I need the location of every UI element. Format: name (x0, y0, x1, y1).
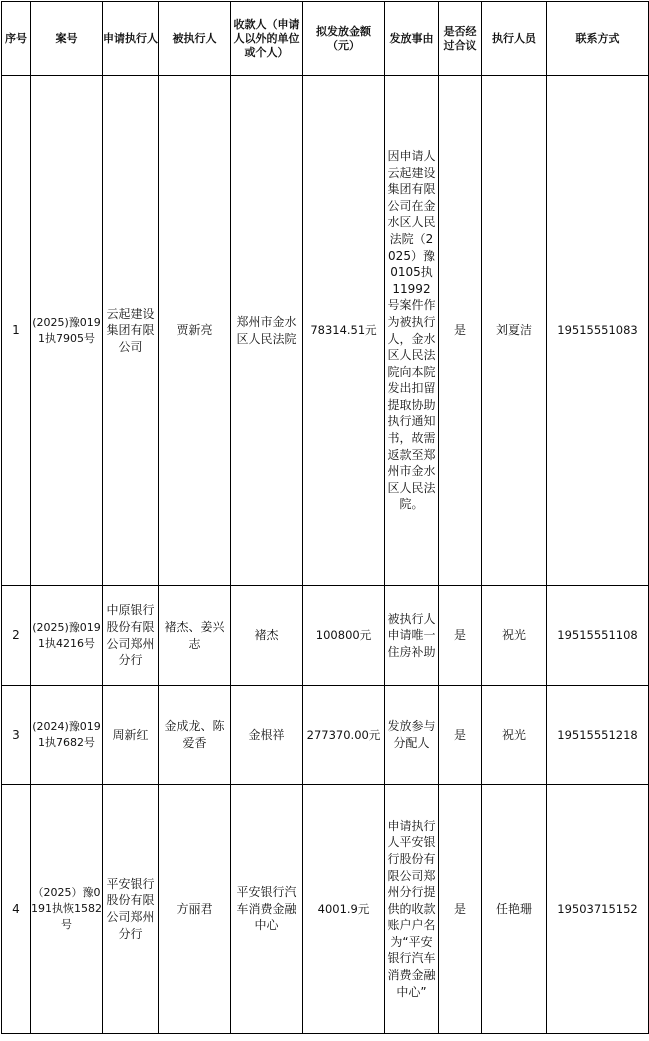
cell-case-no: (2024)豫0191执7682号 (31, 686, 103, 785)
cell-payee: 褚杰 (231, 586, 303, 686)
cell-discussed: 是 (439, 686, 482, 785)
cell-respondent: 褚杰、姜兴志 (159, 586, 231, 686)
cell-contact: 19515551083 (547, 76, 649, 586)
cell-applicant: 云起建设集团有限公司 (103, 76, 159, 586)
cell-officer: 任艳珊 (482, 785, 547, 1034)
cell-case-no: (2025)豫0191执4216号 (31, 586, 103, 686)
cell-amount: 100800元 (303, 586, 385, 686)
header-respondent: 被执行人 (159, 2, 231, 76)
table-row (2, 76, 649, 586)
header-contact: 联系方式 (547, 2, 649, 76)
cell-amount: 78314.51元 (303, 76, 385, 586)
cell-respondent: 方丽君 (159, 785, 231, 1034)
cell-seq: 1 (2, 76, 31, 586)
header-discussed: 是否经过合议 (439, 2, 482, 76)
cell-amount: 4001.9元 (303, 785, 385, 1034)
cell-payee: 郑州市金水区人民法院 (231, 76, 303, 586)
cell-respondent: 贾新亮 (159, 76, 231, 586)
cell-respondent: 金成龙、陈爱香 (159, 686, 231, 785)
cell-seq: 4 (2, 785, 31, 1034)
cell-officer: 刘夏洁 (482, 76, 547, 586)
cell-discussed: 是 (439, 76, 482, 586)
cell-applicant: 平安银行股份有限公司郑州分行 (103, 785, 159, 1034)
cell-payee: 金根祥 (231, 686, 303, 785)
cell-applicant: 周新红 (103, 686, 159, 785)
cell-contact: 19515551218 (547, 686, 649, 785)
table-row (2, 586, 649, 686)
header-row (2, 2, 649, 76)
header-seq: 序号 (2, 2, 31, 76)
cell-reason: 因申请人云起建设集团有限公司在金水区人民法院（2025）豫0105执11992号案件作为被执行人，金水区人民法院向本院发出扣留提取协助执行通知书，故需返款至郑州市金水区人民法院。 (385, 76, 439, 586)
cell-applicant: 中原银行股份有限公司郑州分行 (103, 586, 159, 686)
header-payee: 收款人（申请人以外的单位或个人） (231, 2, 303, 76)
table-row (2, 686, 649, 785)
cell-seq: 3 (2, 686, 31, 785)
cell-case-no: (2025)豫0191执7905号 (31, 76, 103, 586)
header-case-no: 案号 (31, 2, 103, 76)
cell-officer: 祝光 (482, 586, 547, 686)
disbursement-table (1, 1, 649, 1034)
header-reason: 发放事由 (385, 2, 439, 76)
cell-payee: 平安银行汽车消费金融中心 (231, 785, 303, 1034)
cell-reason: 被执行人申请唯一住房补助 (385, 586, 439, 686)
cell-contact: 19503715152 (547, 785, 649, 1034)
table-row (2, 785, 649, 1034)
cell-discussed: 是 (439, 785, 482, 1034)
cell-reason: 发放参与分配人 (385, 686, 439, 785)
header-officer: 执行人员 (482, 2, 547, 76)
header-amount: 拟发放金额（元） (303, 2, 385, 76)
cell-seq: 2 (2, 586, 31, 686)
cell-contact: 19515551108 (547, 586, 649, 686)
cell-case-no: （2025）豫0191执恢1582号 (31, 785, 103, 1034)
cell-reason: 申请执行人平安银行股份有限公司郑州分行提供的收款账户户名为“平安银行汽车消费金融中心” (385, 785, 439, 1034)
cell-officer: 祝光 (482, 686, 547, 785)
cell-discussed: 是 (439, 586, 482, 686)
cell-amount: 277370.00元 (303, 686, 385, 785)
header-applicant: 申请执行人 (103, 2, 159, 76)
